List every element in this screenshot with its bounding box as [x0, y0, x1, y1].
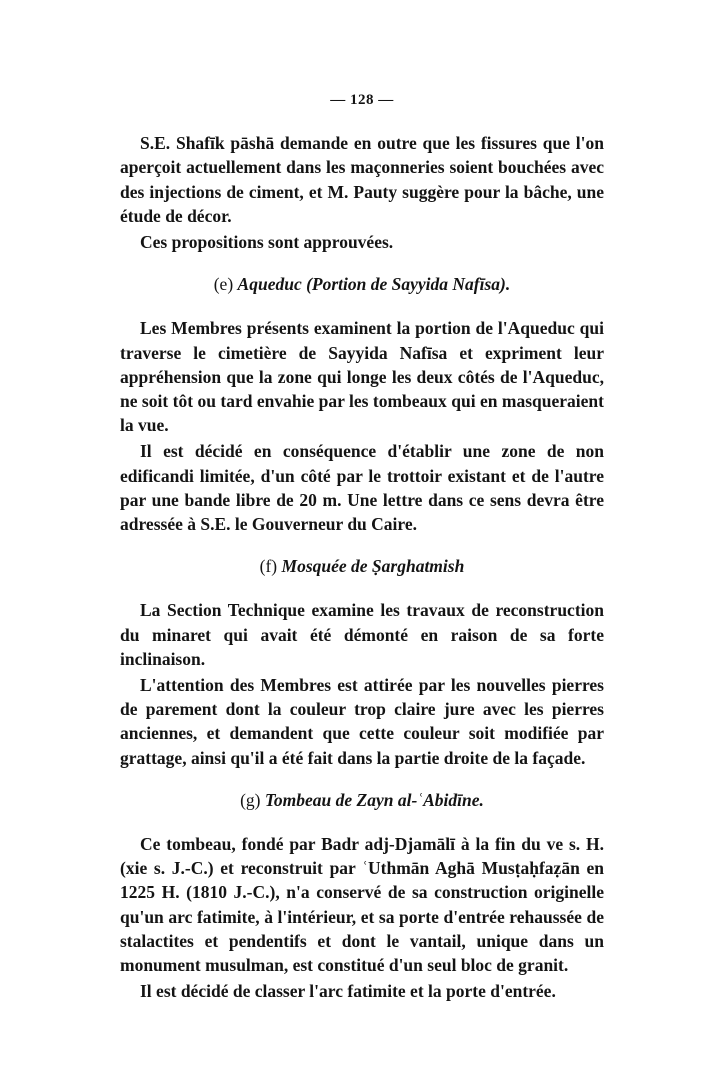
- document-page: [120, 88, 604, 1004]
- section-title-tombeau: Tombeau de Zayn al-ʿAbidīne.: [264, 789, 484, 810]
- paragraph-pierres: L'attention des Membres est attirée par les nouvelles pierres de parement dont la couleur trop claire jure avec les pierres anciennes, et demandent que cette couleur soit modifiée par grattage, ainsi qu'il a été fait dans la partie droite de la façade.: [120, 675, 604, 768]
- paragraph-aqueduc-portion: Les Membres présents examinent la portion de l'Aqueduc qui traverse le cimetière de Sayyida Nafīsa et expriment leur appréhension que la zone qui longe les deux côtés de l'Aqueduc, ne soit tôt ou tard envahie par les tombeaux qui en masqueraient la vue.: [120, 318, 604, 436]
- section-heading-tombeau: [120, 788, 604, 812]
- section-label-f: (f): [259, 556, 278, 577]
- paragraph-minaret: La Section Technique examine les travaux de reconstruction du minaret qui avait été démonté en raison de sa forte inclinaison.: [120, 600, 604, 669]
- paragraph-approved: Ces propositions sont approuvées.: [140, 232, 394, 253]
- section-title-aqueduc: Aqueduc (Portion de Sayyida Nafīsa).: [237, 274, 511, 295]
- page-number: — 128 —: [330, 92, 394, 108]
- section-label-g: (g): [240, 789, 261, 810]
- paragraph-tombeau-history: Ce tombeau, fondé par Badr adj-Djamālī à la fin du ve s. H. (xie s. J.-C.) et reconstruit par ʿUthmān Aghā Musṭaḥfaẓān en 1225 H. (1810 J.-C.), n'a conservé de sa construction originelle qu'un arc fatimite, à l'intérieur, et sa porte d'entrée rehaussée de stalactites et pendentifs et dont le vantail, unique dans un monument musulman, est constitué d'un seul bloc de granit.: [120, 834, 604, 976]
- paragraph-classement: Il est décidé de classer l'arc fatimite et la porte d'entrée.: [140, 981, 556, 1002]
- paragraph-shafik: S.E. Shafīk pāshā demande en outre que les fissures que l'on aperçoit actuellement dans les maçonneries soient bouchées avec des injections de ciment, et M. Pauty suggère pour la bâche, une étude de décor.: [120, 133, 604, 226]
- section-title-mosquee: Mosquée de Ṣarghatmish: [281, 556, 465, 577]
- section-heading-aqueduc: [120, 272, 604, 296]
- paragraph-zone-decision: Il est décidé en conséquence d'établir une zone de non edificandi limitée, d'un côté par le trottoir existant et de l'autre par une bande libre de 20 m. Une lettre dans ce sens devra être adressée à S.E. le Gouverneur du Caire.: [120, 441, 604, 535]
- section-label-e: (e): [213, 274, 234, 295]
- section-heading-mosquee: [120, 554, 604, 578]
